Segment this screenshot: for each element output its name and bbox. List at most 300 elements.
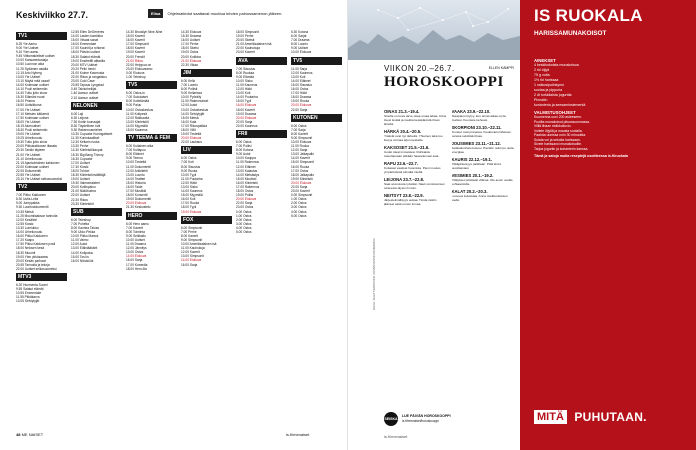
program-entry: 11.00 Rakennukset bbox=[181, 99, 209, 104]
recipe-name: HARISSAMUNAKOISOT bbox=[534, 30, 607, 37]
program-entry: 8.00 Kaverit bbox=[291, 131, 309, 136]
program-entry: 14.00 Kotimaan uutiset bbox=[16, 82, 49, 87]
program-entry: 14.00 Urheiluruutu bbox=[16, 230, 43, 235]
program-entry: 22.00 Uutiset bbox=[71, 193, 90, 198]
program-entry: 17.50 Kotimaan uutiset bbox=[16, 115, 49, 120]
program-entry: 13.00 Simpsonit bbox=[181, 254, 204, 259]
program-entry: 19.30 Vaimomaisteri bbox=[71, 181, 100, 186]
channel-header: FRII bbox=[236, 130, 287, 138]
city-skyline-illustration bbox=[348, 0, 520, 60]
program-entry: 0.00 Elokuva bbox=[126, 70, 145, 75]
program-entry: 17.00 Kauniit ja rohkeat bbox=[71, 46, 105, 51]
program-entry: 16.00 Sarja bbox=[126, 258, 143, 263]
mita-logo: MITÄ bbox=[534, 410, 567, 424]
program-entry: 7.30 Kodin tuunaajat bbox=[71, 119, 101, 124]
zodiac-sign-text: Yllätykset piristävät viikkoa. Ole avoin uusille kohtaamisille. bbox=[451, 178, 513, 186]
program-entry: 8.00 Kotona bbox=[236, 148, 254, 153]
program-entry: 18.00 Kaverit bbox=[126, 46, 145, 51]
program-entry: 11.00 Rakennus bbox=[236, 160, 259, 165]
program-entry: 19.00 Dokumentti bbox=[126, 197, 151, 202]
program-entry: 21.00 Näkökulma bbox=[71, 189, 96, 194]
program-entry: 15.30 Draama bbox=[181, 34, 202, 39]
program-entry: 13.10 Näytä mitä osaat! bbox=[16, 78, 50, 83]
program-entry: 18.15 Alueuutiset bbox=[16, 123, 41, 128]
horoscope-author: ELLEN KÄMPPI bbox=[488, 66, 514, 70]
footer-url: is.fi/menaiset bbox=[286, 432, 310, 437]
ingredient-item: 4 keskikokoista munakoisoa bbox=[534, 63, 579, 67]
horoscope-footer bbox=[384, 412, 514, 428]
program-entry: 8.00 Toiminta bbox=[126, 229, 145, 234]
ingredient-item: korianteria ja seesaminsiemeniä bbox=[534, 103, 586, 107]
program-entry: 9.10 Ylen aamu bbox=[16, 50, 39, 55]
program-entry: 11.25 Muumilaakson tarinoita bbox=[16, 213, 58, 218]
program-entry: 16.30 Cupcake bbox=[71, 156, 93, 161]
program-entry: 6.00 Sarjat bbox=[291, 34, 307, 39]
program-entry: 12.00 Häät bbox=[181, 180, 197, 185]
program-entry: 9.00 Teema bbox=[126, 156, 143, 161]
program-entry: 13.05 Selviytyjät bbox=[16, 299, 40, 304]
program-entry: 14.00 Teatteri bbox=[126, 176, 146, 181]
program-entry: 20.00 Kesän parhaat bbox=[16, 258, 46, 263]
program-entry: 9.00 Yle Uutiset bbox=[16, 46, 39, 51]
zodiac-sign-text: Saat arvostusta työstäsi. Nauti onnistumisen tunteesta täysin rinnoin. bbox=[384, 182, 445, 190]
zodiac-sign-text: Ystävät ovat nyt tärkeitä. Yhteinen aika tuo iloa ja voimaa arjen keskelle. bbox=[384, 134, 443, 142]
zodiac-sign-text: Seikkailunhalu kutsuu. Pienikin retki tuo uutta energiaa. bbox=[451, 146, 514, 154]
program-entry: 10.00 Elokuva bbox=[291, 50, 312, 55]
program-entry: 6.00 Ostos-tv bbox=[126, 91, 145, 96]
program-entry: 18.00 Jalkapallo bbox=[291, 172, 315, 177]
program-entry: 17.20 Kaapo bbox=[16, 238, 35, 243]
recipe-body bbox=[534, 56, 682, 159]
program-entry: 9.30 Rakennusmiehet bbox=[71, 127, 103, 132]
program-entry: 17.00 Perhe bbox=[181, 42, 199, 47]
program-entry: 18.00 Draama bbox=[291, 95, 312, 100]
program-entry: 22.00 Sarja bbox=[291, 107, 308, 112]
program-entry: 22.00 Helppoa on bbox=[126, 62, 152, 67]
program-entry: 9.00 Kellarissa bbox=[181, 91, 202, 96]
program-entry: 11.00 Puutarha bbox=[181, 176, 203, 181]
program-entry: 20.00 Elokuva bbox=[181, 136, 202, 141]
program-entry: 10.30 Cupcake Kuningattaret bbox=[71, 132, 113, 137]
program-entry: 10.00 Tiedettä bbox=[126, 160, 147, 165]
program-entry: 14.00 Elokuva bbox=[181, 258, 202, 263]
program-entry: 10.00 Kauppa bbox=[236, 156, 256, 161]
horoscope-columns bbox=[384, 106, 514, 406]
program-entry: 20.00 Elokuva bbox=[291, 103, 312, 108]
program-entry: 0.45 Talviurheilijat bbox=[71, 87, 97, 92]
program-entry: 19.00 Kiinteistö bbox=[291, 176, 313, 181]
program-entry: 6.00 Teleshop bbox=[71, 217, 91, 222]
program-entry: 20.00 Sketsit bbox=[236, 38, 255, 43]
ingredient-item: 1½ rkl harissaa bbox=[534, 78, 559, 82]
tv-header bbox=[16, 6, 342, 26]
program-entry: 11.00 Vaimo bbox=[71, 238, 89, 243]
program-entry: 6.00 Laji bbox=[71, 111, 84, 116]
channel-header: MTV3 bbox=[16, 273, 67, 281]
channel-header: TV5 bbox=[291, 57, 342, 65]
program-entry: 19.00 Elokuva bbox=[181, 209, 202, 214]
program-entry: 18.00 Konsertti bbox=[126, 193, 148, 198]
program-entry: 8.00 Sisustus bbox=[181, 164, 201, 169]
channel-header: TV1 bbox=[16, 32, 67, 40]
program-entry: 10.00 Tyyli bbox=[181, 172, 197, 177]
instruction-step: Puolita munakoisot pituussuunnassa. bbox=[534, 119, 590, 124]
instruction-step: Viillä lihaan ristikkokuvio. bbox=[534, 124, 572, 128]
channel-header: SUB bbox=[71, 208, 122, 216]
zodiac-sign-name: RAPU 22.6.–22.7. bbox=[384, 161, 418, 166]
program-entry: 7.00 Puhetta bbox=[71, 221, 90, 226]
program-entry: 14.00 Kaverit bbox=[291, 156, 310, 161]
program-entry: 23.55 Tapaus Lyngstad bbox=[71, 83, 104, 88]
program-entry: 14.00 Eläimet bbox=[291, 78, 311, 83]
program-entry: 17.00 Musiikki bbox=[126, 189, 147, 194]
program-entry: 8.30 Täydellinen koti bbox=[71, 123, 101, 128]
program-entry: 13.30 Perhe bbox=[71, 144, 89, 149]
zodiac-sign-text: Tunteet ovat pinnassa. Keskustelu läheisen kanssa selvittää ilmaa. bbox=[451, 130, 512, 138]
program-entry: 17.00 Ruoka bbox=[181, 201, 200, 206]
zodiac-sign-name: OINAS 21.3.–19.4. bbox=[384, 109, 420, 114]
program-entry: 20.00 Elokuva bbox=[126, 201, 147, 206]
program-entry: 18.00 Sketsi bbox=[181, 46, 199, 51]
ingredient-item: 2 dl turkkilaista jogurttia bbox=[534, 93, 572, 97]
program-entry: 7.00 Draama bbox=[291, 38, 310, 43]
program-entry: 12.00 Kaverit bbox=[181, 250, 200, 255]
program-entry: 10.50 Luonnon aika bbox=[16, 62, 45, 67]
zodiac-sign-name: NEITSYT 23.8.–22.9. bbox=[384, 193, 424, 198]
program-entry: 16.00 Taide bbox=[126, 185, 143, 189]
program-entry: 16.00 Sarja bbox=[181, 262, 198, 267]
recipe-section-title: IS RUOKALA bbox=[534, 6, 643, 25]
tv-footer bbox=[16, 432, 342, 437]
program-entry: 9.00 Simpsonit bbox=[291, 135, 313, 140]
program-entry: 11.25 Sydämen asialla bbox=[16, 66, 49, 71]
program-entry: 6.25 Yle Aamu bbox=[16, 42, 37, 46]
program-entry: 14.00 Kotipaluu bbox=[71, 250, 94, 255]
program-entry: 23.00 Kaverit bbox=[291, 189, 310, 194]
program-entry: 13.00 Ostos bbox=[126, 250, 144, 255]
program-entry: 18.30 Puoli seitsemän bbox=[16, 127, 48, 132]
program-entry: 10.35 Metsä bbox=[16, 209, 34, 214]
program-entry: 6.00 Ostos bbox=[236, 139, 252, 144]
program-entry: 18.00 Kaverit bbox=[236, 107, 255, 112]
program-entry: 12.00 Rakkautta bbox=[126, 115, 150, 120]
program-entry: 7.00 Kultapuu bbox=[126, 148, 146, 153]
program-entry: 7.00 Pikku Kakkonen bbox=[16, 193, 46, 198]
instruction-step: Kuumenna uuni 200 asteeseen. bbox=[534, 115, 582, 119]
program-entry: 16.00 Emmerdale bbox=[71, 42, 97, 47]
program-entry: 11.55 Pitkäkarva bbox=[16, 295, 40, 300]
program-entry: 9.30 Luontodokumentti bbox=[16, 205, 49, 210]
seiska-badge: SEISKA bbox=[384, 412, 398, 426]
program-entry: 10.00 Pyöräily bbox=[181, 95, 202, 100]
program-entry: 14.00 Kauneus bbox=[181, 189, 203, 194]
program-entry: 6.00 Kello bbox=[181, 78, 196, 83]
program-entry: 17.00 Yle Uutiset bbox=[16, 107, 41, 112]
program-entry: 14.00 Elokuva bbox=[126, 254, 147, 259]
program-entry: 7.00 Perhe bbox=[181, 229, 197, 234]
program-entry: 17.00 Rakennus bbox=[236, 185, 260, 189]
program-entry: 22.00 Sarja bbox=[236, 201, 253, 206]
program-entry: 18.00 Päivän uutiset bbox=[71, 50, 100, 55]
program-entry: 11.00 Kotipesä bbox=[126, 111, 148, 116]
horoscope-title: HOROSKOOPPI bbox=[384, 74, 504, 90]
program-entry: 8.30 Uutis-Leila bbox=[16, 197, 39, 202]
program-entry: 16.00 Ruoka bbox=[291, 164, 310, 169]
program-entry: 18.00 Nelosen kesä bbox=[16, 246, 45, 251]
program-entry: 20.00 Elokuva bbox=[291, 180, 312, 185]
channel-header: FOX bbox=[181, 216, 232, 224]
zodiac-sign-name: VESIMIES 20.1.–19.2. bbox=[451, 173, 494, 178]
program-entry: 21.00 Kolme Kaverusta bbox=[71, 70, 105, 75]
program-entry: 22.00 Sarja bbox=[291, 185, 308, 189]
program-entry: 5.00 Ostos bbox=[236, 230, 252, 235]
program-entry: 10.00 Pikku Marsut bbox=[71, 234, 99, 239]
program-entry: 7.00 Sarja bbox=[291, 127, 306, 132]
recipe-page bbox=[520, 0, 696, 450]
program-entry: 7.00 Luonto bbox=[181, 82, 198, 87]
program-entry: 0.00 Simpsonit bbox=[291, 193, 313, 198]
ingredient-item: 2 rkl öljyä bbox=[534, 68, 550, 72]
program-entry: 12.00 Kesäleiri bbox=[16, 217, 38, 222]
program-entry: 15.30 Big Bang Theory bbox=[71, 152, 104, 157]
tv-column bbox=[181, 30, 232, 430]
instruction-step: Voitele öljyllä ja mausta suolalla. bbox=[534, 128, 583, 133]
program-entry: 15.00 Historia bbox=[126, 180, 146, 185]
program-entry: 19.00 Kaverit bbox=[126, 50, 145, 55]
program-entry: 18.00 Hero ilta bbox=[126, 266, 147, 271]
program-entry: 22.30 Vikaa bbox=[181, 62, 198, 67]
program-entry: 15.00 Kauneus bbox=[126, 127, 148, 132]
channel-header: TV TEEMA & FEM bbox=[126, 134, 177, 142]
program-entry: 13.00 Kalastus bbox=[236, 168, 258, 173]
program-entry: 16.00 Kala bbox=[181, 119, 197, 124]
program-entry: 11.00 Kauneus bbox=[236, 82, 258, 87]
program-entry: 9.00 Seikkailu bbox=[126, 233, 146, 238]
program-entry: 13.30 Lumiukko bbox=[16, 225, 39, 230]
program-entry: 20.20 Pelin henki bbox=[71, 66, 96, 71]
program-entry: 15.00 Sisustus bbox=[291, 82, 312, 87]
program-entry: 18.00 Tohtori bbox=[71, 168, 90, 173]
program-entry: 12.00 Autot bbox=[71, 242, 88, 247]
program-entry: 15.00 Kaverit bbox=[126, 34, 145, 39]
program-entry: 9.00 Ukko Pekka bbox=[71, 230, 96, 235]
program-entry: 18.00 Ostos bbox=[236, 189, 254, 194]
program-entry: 22.00 Kauhukuja bbox=[236, 46, 260, 51]
program-entry: 12.00 Häät bbox=[236, 87, 252, 92]
program-entry: 22.30 Rikos bbox=[71, 197, 88, 202]
tv-day-title: Keskiviikko 27.7. bbox=[16, 10, 89, 20]
program-entry: 21.15 Ajankohtainen kakkonen bbox=[16, 160, 60, 165]
zodiac-sign-name: LEIJONA 23.7.–22.8. bbox=[384, 177, 425, 182]
program-entry: 10.00 Amerikkalainen isä bbox=[181, 242, 217, 247]
program-entry: 11.00 Ruoka bbox=[291, 144, 309, 149]
program-entry: 21.00 Yle Uutiset bbox=[16, 152, 41, 157]
program-entry: 13.00 Eläinlääkärit bbox=[71, 246, 98, 251]
instruction-step: Sivele harissavoi munakoisoille. bbox=[534, 142, 582, 146]
program-entry: 6.00 Kultainen aika bbox=[126, 144, 154, 149]
ingredient-item: Pinnalle: bbox=[534, 98, 548, 102]
horoscope-header bbox=[384, 64, 514, 91]
program-entry: 1.00 Teleshop bbox=[126, 75, 146, 80]
program-entry: 14.30 Kiinteistökaupat bbox=[71, 148, 103, 153]
program-entry: 7.00 Koti bbox=[181, 160, 194, 165]
program-entry: 20.30 Tankki täyteen bbox=[16, 148, 46, 153]
program-entry: 18.30 Kiinteistönvälittäjä bbox=[71, 173, 106, 177]
program-entry: 4.00 Ostos bbox=[291, 209, 307, 214]
channel-header: TV2 bbox=[16, 183, 67, 191]
program-entry: 17.00 Häät bbox=[291, 91, 307, 96]
recipe-section-heading: VALMISTUSOHJEET bbox=[534, 110, 576, 115]
program-entry: 21.00 Amerikkalainen isä bbox=[236, 42, 272, 47]
page-number: 48 bbox=[16, 432, 21, 437]
zodiac-sign-text: Luovuus kukoistaa. Anna mielikuvituksen viedä. bbox=[451, 194, 508, 202]
program-entry: 19.00 Perhe bbox=[236, 34, 254, 39]
program-entry: 22.00 Rikos ja rangaistus bbox=[71, 75, 107, 80]
recipe-brand-footer bbox=[534, 408, 684, 432]
program-entry: 22.00 Uutiset selkosuomeksi bbox=[16, 266, 57, 271]
program-entry: 19.00 Ensitreffit alttarilla bbox=[71, 58, 105, 63]
recipe-note: Tämä ja satoja muita reseptejä osoitteessa is.fi/ruokala bbox=[534, 154, 628, 158]
horoscope-footer-url: is.fi/menaiset/horoskooppi bbox=[402, 419, 439, 423]
program-entry: 15.30 Elämäni ruoat bbox=[16, 95, 45, 100]
program-entry: 13.00 Sisko bbox=[181, 185, 198, 189]
program-entry: 1.00 Ostos bbox=[236, 213, 252, 218]
program-entry: 15.00 Simpsonit bbox=[291, 160, 314, 165]
horoscope-footer-lead: LUE PÄIVÄN HOROSKOOPPI bbox=[402, 414, 451, 418]
program-entry: 11.30 Kuninkaalliset bbox=[71, 136, 100, 141]
program-entry: 9.00 Autot bbox=[236, 152, 251, 157]
program-entry: 17.00 Rikospaikka bbox=[181, 123, 208, 128]
program-entry: 21.30 Keskustelu bbox=[126, 205, 151, 210]
program-entry: 23.00 Cold Case bbox=[71, 79, 95, 84]
program-entry: 13.00 Ostoskeskus bbox=[181, 107, 209, 112]
program-entry: 11.00 Draama bbox=[126, 242, 146, 247]
program-entry: 12.55 Ellen DeGeneres bbox=[71, 30, 105, 34]
zodiac-sign-name: JOUSIMIES 23.11.–21.12. bbox=[451, 141, 501, 146]
ingredient-item: suolaa ja pippuria bbox=[534, 88, 563, 92]
program-entry: 16.00 Uutiset bbox=[181, 38, 200, 43]
zodiac-sign-text: Kotiasiat vaativat huomiota. Pieni muutos ympäristössä piristää mieltä. bbox=[384, 166, 441, 174]
magazine-name: ME NAISET bbox=[21, 432, 44, 437]
program-entry: 12.00 Sarja bbox=[291, 148, 308, 153]
zodiac-sign-text: Järjestelmällisyys auttaa. Hoida rästiin jääneet asiat ennen lomaa. bbox=[384, 198, 437, 206]
channel-header: JIM bbox=[181, 69, 232, 77]
program-entry: 16.00 Koti bbox=[181, 197, 196, 202]
program-entry: 9.00 Paluu bbox=[126, 103, 142, 108]
program-entry: 14.00 Metsästys bbox=[236, 172, 260, 177]
program-entry: 23.30 Kiinteistöt bbox=[71, 201, 94, 206]
tv-column bbox=[291, 30, 342, 430]
program-entry: 15.00 Metsä bbox=[181, 115, 199, 120]
program-entry: 17.50 Pikku Kakkosen posti bbox=[16, 242, 56, 247]
instruction-step: Paahda uunissa noin 30 minuuttia. bbox=[534, 133, 587, 137]
instruction-list bbox=[534, 115, 682, 151]
ingredient-item: 1 valkosipulinkynsi bbox=[534, 83, 564, 87]
program-entry: 7.00 Poliisi bbox=[236, 144, 252, 149]
program-entry: 13.00 Jalkapallo bbox=[291, 152, 315, 157]
program-entry: 10.00 Uutiset bbox=[126, 237, 145, 242]
program-entry: 9.00 Jumppakka bbox=[16, 201, 40, 206]
program-entry: 17.00 Ostos bbox=[291, 168, 309, 173]
program-entry: 1.40 Aamun uutiset bbox=[71, 91, 99, 96]
horoscope-week: VIIKON 20.–26.7. bbox=[384, 64, 455, 73]
program-entry: 23.00 Kaverit bbox=[236, 50, 255, 55]
program-entry: 15.00 Tosi-tv bbox=[71, 254, 90, 259]
program-entry: 20.00 Kotiinpaluu bbox=[71, 185, 96, 190]
program-entry: 11.00 Dokumentti bbox=[126, 164, 151, 169]
program-entry: 6.30 Leijona bbox=[71, 115, 89, 120]
program-entry: 16.00 Elokuva bbox=[236, 103, 257, 108]
program-entry: 13.00 Koti bbox=[236, 91, 251, 96]
program-entry: 12.00 Eläimet bbox=[236, 164, 256, 169]
program-entry: 14.40 Tuttu juttu show bbox=[16, 91, 48, 96]
program-entry: 13.00 Koti bbox=[291, 74, 306, 79]
program-entry: 6.00 Ostos bbox=[181, 156, 197, 161]
program-entry: 21.00 Rikos bbox=[126, 58, 143, 63]
program-entry: 19.00 Draama bbox=[236, 111, 257, 116]
program-entry: 17.00 Uutiset bbox=[71, 160, 90, 165]
channel-header: TV5 bbox=[126, 81, 177, 89]
channel-header: LIV bbox=[181, 146, 232, 154]
zodiac-sign-name: KALAT 20.2.–20.3. bbox=[451, 189, 488, 194]
program-entry: 14.30 Brooklyn Nine-Nine bbox=[126, 30, 163, 34]
channel-header: NELONEN bbox=[71, 102, 122, 110]
horoscope-page bbox=[348, 0, 520, 450]
zodiac-sign-name: KAURIS 22.12.–19.1. bbox=[451, 157, 493, 162]
program-entry: 18.00 Villit bbox=[181, 127, 196, 132]
program-entry: 9.45 Viittomakieliset uutiset bbox=[16, 54, 55, 59]
program-entry: 8.00 Poliisit bbox=[181, 87, 198, 92]
program-entry: 12.00 Autot bbox=[181, 103, 198, 108]
program-entry: 19.00 Yle Uutiset bbox=[16, 132, 41, 137]
program-entry: 10.00 Ostoskeskus bbox=[126, 107, 154, 112]
program-entry: 20.00 Kotikino bbox=[181, 54, 202, 59]
program-entry: 19.00 Tiedettä bbox=[181, 132, 202, 137]
program-entry: 8.00 Kaverit bbox=[181, 233, 199, 238]
program-entry: 5.30 Kotona bbox=[291, 30, 309, 34]
program-entry: 3.00 Ostos bbox=[291, 205, 307, 210]
ingredient-item: 75 g voita bbox=[534, 73, 550, 77]
program-entry: 6.20 Huomenta Suomi bbox=[16, 282, 48, 287]
program-entry: 14.00 Myymälä bbox=[126, 123, 148, 128]
program-entry: 19.00 Poliisi bbox=[236, 193, 254, 198]
program-entry: 10.55 Emmerdale bbox=[16, 291, 42, 296]
program-entry: 19.00 Ruoka bbox=[291, 99, 310, 104]
zodiac-sign-name: HÄRKÄ 20.4.–20.5. bbox=[384, 129, 422, 134]
program-entry: 20.00 Pikkukakkosen iltasatu bbox=[16, 144, 58, 149]
program-entry: 23.00 Ostos bbox=[236, 205, 254, 210]
program-entry: 5.00 Ostos bbox=[291, 213, 307, 218]
program-entry: 20.00 MTV Uutiset bbox=[71, 62, 98, 67]
program-entry: 18.30 Muumit bbox=[16, 250, 36, 255]
program-entry: 23.00 Elokuvaamo bbox=[126, 66, 153, 71]
program-entry: 10.00 Elokuva bbox=[291, 139, 312, 144]
program-entry: 2.10 Aamun uutiset bbox=[71, 95, 99, 100]
zodiac-sign-name: SKORPIONI 23.10.–22.11. bbox=[451, 125, 502, 130]
ingredient-list bbox=[534, 63, 682, 108]
program-entry: 9.00 Ruoka bbox=[181, 168, 198, 173]
channel-header: HERO bbox=[126, 212, 177, 220]
tv-column bbox=[71, 30, 122, 430]
program-entry: 19.25 Urheiluruutu bbox=[16, 136, 43, 141]
program-entry: 15.00 Viisaat sanat bbox=[71, 38, 99, 43]
program-entry: 19.00 Uutiset bbox=[71, 177, 90, 182]
program-entry: 13.00 Kiinteistöt bbox=[126, 119, 149, 124]
program-entry: 4.00 Ostos bbox=[236, 225, 252, 230]
starry-city-image bbox=[348, 0, 520, 60]
program-entry: 23.10 Yle Uutiset selkosuomeksi bbox=[16, 177, 63, 182]
program-entry: 20.00 Elokuva bbox=[236, 197, 257, 202]
